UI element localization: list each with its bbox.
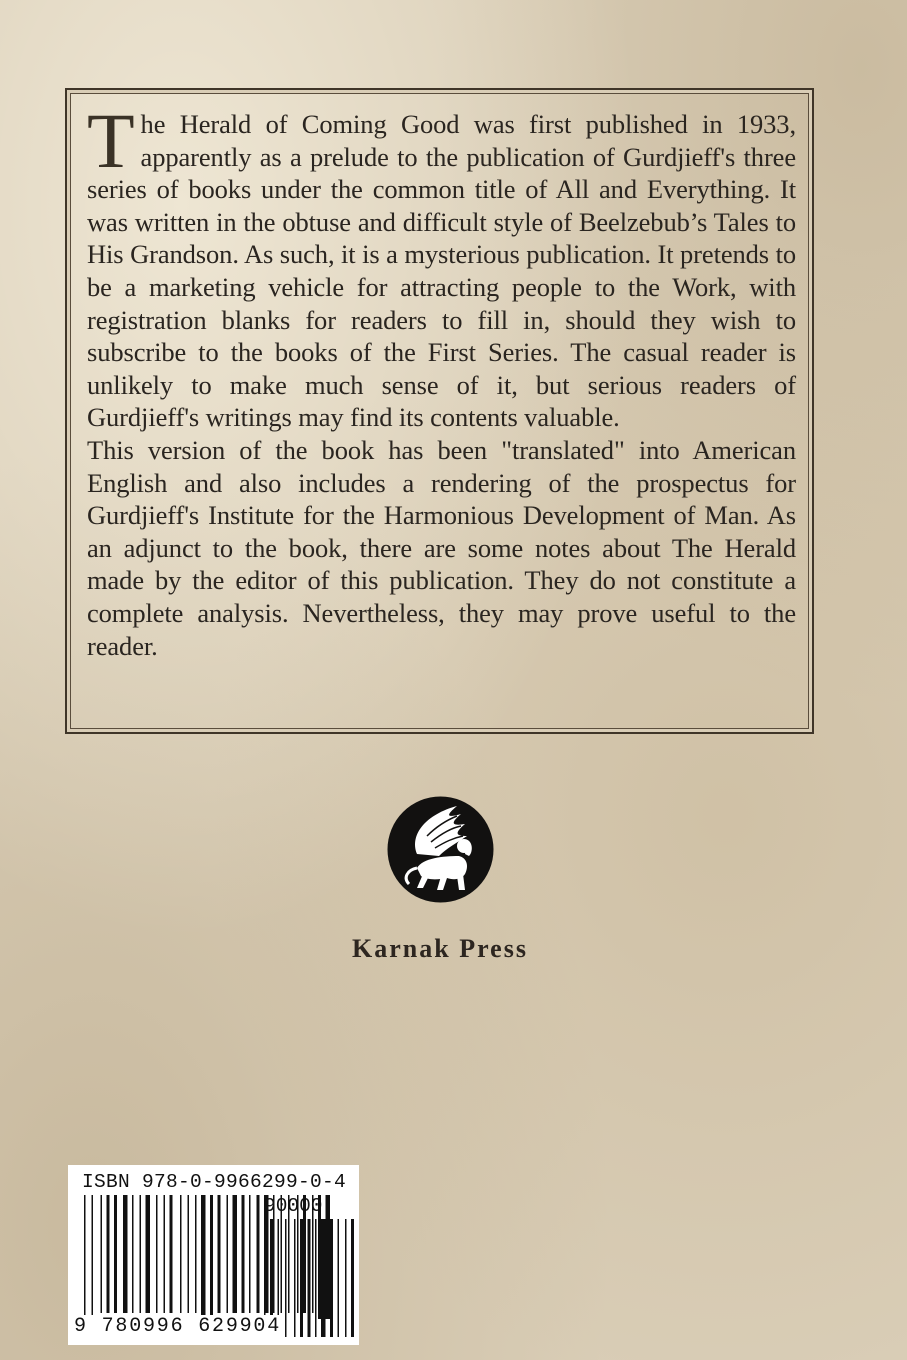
- barcode-bar: [92, 1195, 94, 1319]
- barcode-bar: [107, 1195, 110, 1313]
- barcode-bar: [218, 1195, 221, 1313]
- barcode-bar: [146, 1195, 151, 1313]
- barcode-bar: [233, 1195, 238, 1313]
- barcode-addon-bar: [338, 1219, 340, 1337]
- blurb-frame: [65, 88, 814, 734]
- barcode-addon-bar: [294, 1219, 296, 1337]
- barcode-addon-bar: [315, 1219, 317, 1337]
- barcode-bar: [195, 1195, 197, 1313]
- barcode-bar: [180, 1195, 182, 1313]
- barcode-bar: [101, 1195, 103, 1313]
- barcode-bar: [201, 1195, 206, 1319]
- barcode-bar: [84, 1195, 86, 1319]
- isbn-label: ISBN 978-0-9966299-0-4: [82, 1171, 347, 1193]
- barcode-bar: [156, 1195, 158, 1313]
- barcode-addon-bar: [351, 1219, 354, 1337]
- barcode-bar: [170, 1195, 173, 1313]
- barcode-addon-number: 90000: [264, 1195, 323, 1217]
- barcode-bar: [188, 1195, 190, 1313]
- barcode-addon-bar: [300, 1219, 303, 1337]
- barcode-bar: [140, 1195, 142, 1313]
- blurb-paragraph-1: [87, 97, 796, 434]
- blurb-paragraph-2: This version of the book has been "translated" into American English and also includes a rendering of the prospectus for Gurdjieff's Institute for the Harmonious Development of Man. As an adjunct to the book, there are some notes about The Herald made by the editor of this publication. They do not constitute a complete analysis. Nevertheless, they may prove useful to the reader.: [87, 434, 796, 661]
- barcode-bar: [326, 1195, 331, 1319]
- barcode-addon-bar: [308, 1219, 311, 1337]
- barcode-bar: [242, 1195, 245, 1313]
- barcode-addon-bar: [285, 1219, 287, 1337]
- drop-cap: T: [87, 97, 135, 184]
- barcode-bar: [123, 1195, 128, 1313]
- publisher-name: Karnak Press: [352, 934, 528, 963]
- barcode-addon-bar: [345, 1219, 347, 1337]
- barcode-bar: [257, 1195, 260, 1313]
- barcode-bar: [164, 1195, 166, 1313]
- barcode-addon-bar: [330, 1219, 333, 1337]
- barcode-addon-bar: [321, 1219, 326, 1337]
- barcode-bar: [132, 1195, 134, 1313]
- ean-digits: 9 780996 629904: [74, 1315, 282, 1338]
- barcode-bar: [210, 1195, 213, 1319]
- winged-sphinx-icon: [387, 796, 494, 903]
- isbn-barcode: [68, 1165, 359, 1345]
- barcode-bar: [114, 1195, 117, 1313]
- barcode-bar: [249, 1195, 251, 1313]
- blurb-paragraph-1-text: he Herald of Coming Good was first published in 1933, apparently as a prelude to the publication of Gurdjieff's three series of books under the common title of All and Everything. It was written in the obtuse and difficult style of Beelzebub’s Tales to His Grandson. As such, it is a mysterious publication. It pretends to be a marketing vehicle for attracting people to the Work, with registration blanks for readers to fill in, should they wish to subscribe to the books of the First Series. The casual reader is unlikely to make much sense of it, but serious readers of Gurdjieff's writings may find its contents valuable.: [87, 109, 796, 433]
- barcode-bar: [227, 1195, 229, 1313]
